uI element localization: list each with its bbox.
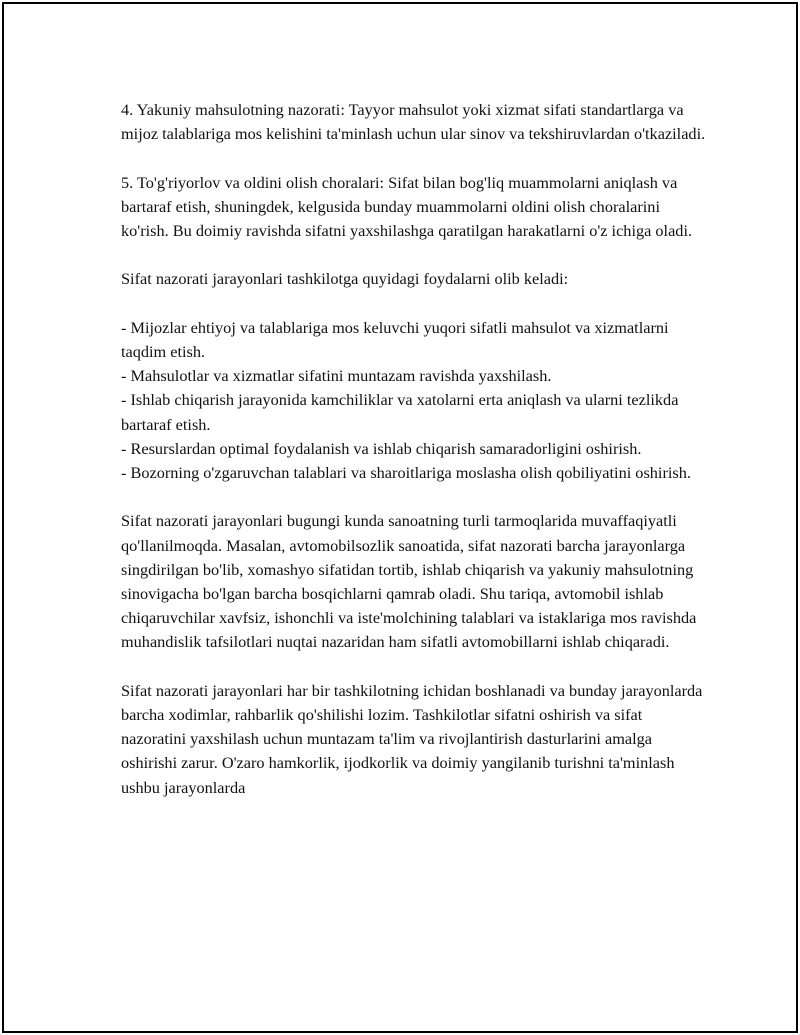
paragraph-final-product-control: 4. Yakuniy mahsulotning nazorati: Tayyor mahsulot yoki xizmat sifati standartlarga va mijoz talablariga mos kelishini ta'minlash uchun ular sinov va tekshiruvlardan o'tkaziladi.: [121, 100, 706, 144]
paragraph-corrective-actions: 5. To'g'riyorlov va oldini olish choralari: Sifat bilan bog'liq muammolarni aniqlash va bartaraf etish, shuningdek, kelgusida bunday muammolarni oldini olish choralarini ko'rish. Bu doimiy ravishda sifatni yaxshilashga qaratilgan harakatlarni o'z ichiga oladi.: [121, 172, 693, 240]
benefits-list: [121, 316, 711, 485]
list-item: - Mahsulotlar va xizmatlar sifatini muntazam ravishda yaxshilash.: [121, 366, 552, 386]
document-body: [121, 98, 711, 800]
paragraph-industry-example: Sifat nazorati jarayonlari bugungi kunda sanoatning turli tarmoqlarida muvaffaqiyatli qo'llanilmoqda. Masalan, avtomobilsozlik sanoatida, sifat nazorati barcha jarayonlarga singdirilgan bo'lib, xomashyo sifatidan tortib, ishlab chiqarish va yakuniy mahsulotning sinovigacha bo'lgan barcha bosqichlarni qamrab oladi. Shu tariqa, avtomobil ishlab chiqaruvchilar xavfsiz, ishonchli va iste'molchining talablari va istaklariga mos ravishda muhandislik tafsilotlari nuqtai nazaridan ham sifatli avtomobillarni ishlab chiqaradi.: [121, 511, 697, 652]
paragraph-organization-involvement: Sifat nazorati jarayonlari har bir tashkilotning ichidan boshlanadi va bunday jarayonlarda barcha xodimlar, rahbarlik qo'shilishi lozim. Tashkilotlar sifatni oshirish va sifat nazoratini yaxshilash uchun muntazam ta'lim va rivojlantirish dasturlarini amalga oshirishi zarur. O'zaro hamkorlik, ijodkorlik va doimiy yangilanib turishni ta'minlash ushbu jarayonlarda: [121, 680, 703, 797]
paragraph-benefits-intro: Sifat nazorati jarayonlari tashkilotga quyidagi foydalarni olib keladi:: [121, 269, 569, 289]
list-item: - Mijozlar ehtiyoj va talablariga mos keluvchi yuqori sifatli mahsulot va xizmatlarni taqdim etish.: [121, 317, 669, 361]
document-page: [2, 2, 798, 1033]
list-item: - Ishlab chiqarish jarayonida kamchiliklar va xatolarni erta aniqlash va ularni tezlikda bartaraf etish.: [121, 390, 679, 434]
list-item: - Bozorning o'zgaruvchan talablari va sharoitlariga moslasha olish qobiliyatini oshirish.: [121, 463, 691, 482]
list-item: - Resurslardan optimal foydalanish va ishlab chiqarish samaradorligini oshirish.: [121, 438, 642, 458]
